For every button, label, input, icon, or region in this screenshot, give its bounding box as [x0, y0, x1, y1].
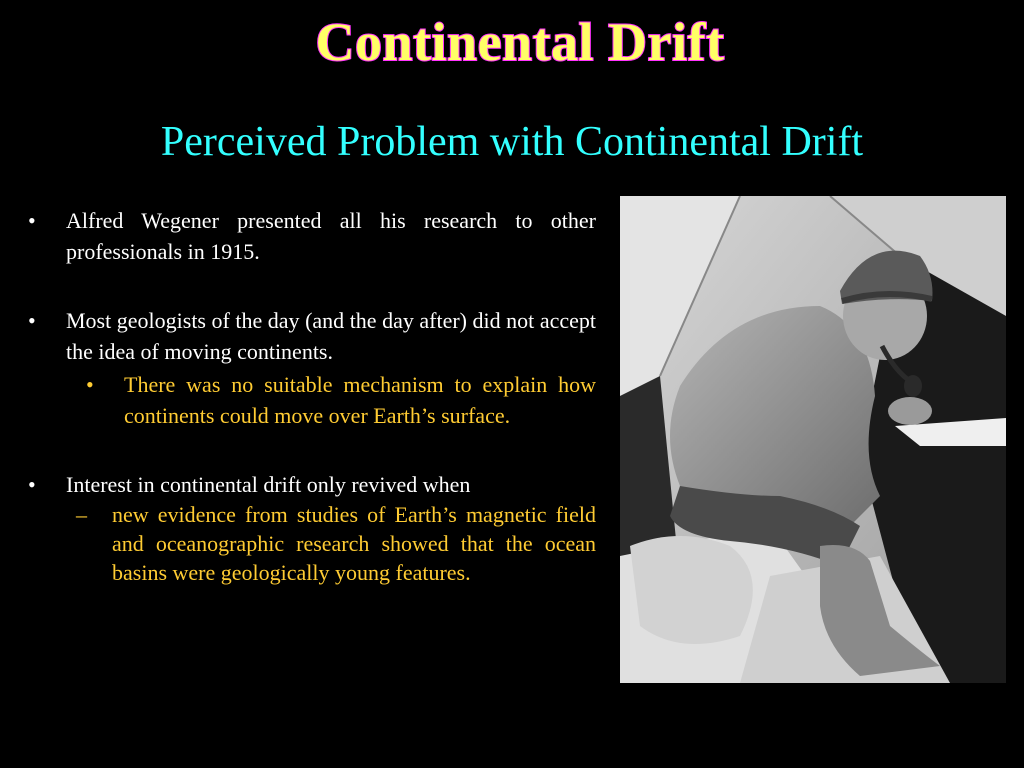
- bullet-mark: •: [28, 472, 36, 497]
- sub-bullet-item-2: [28, 500, 596, 587]
- bullet-text: Interest in continental drift only revived when: [66, 472, 471, 497]
- sub-bullet-item-1: [28, 369, 596, 431]
- wegener-photo: [620, 196, 1006, 683]
- bullet-mark: •: [28, 208, 36, 233]
- photo-illustration: [620, 196, 1006, 683]
- slide-subtitle: Perceived Problem with Continental Drift: [160, 119, 864, 165]
- bullet-mark: •: [28, 308, 36, 333]
- bullet-item-3: [28, 469, 596, 500]
- sub-bullet-mark: •: [86, 372, 94, 397]
- sub-bullet-text: new evidence from studies of Earth’s magnetic field and oceanographic research showed that the ocean basins were geologically young features.: [112, 502, 596, 585]
- bullet-item-1: [28, 205, 596, 267]
- bullet-text: Alfred Wegener presented all his research to other professionals in 1915.: [66, 208, 596, 264]
- bullet-list: [28, 205, 596, 587]
- bullet-text: Most geologists of the day (and the day after) did not accept the idea of moving continents.: [66, 308, 596, 364]
- slide-title: Continental Drift: [315, 12, 725, 72]
- dash-bullet-mark: –: [76, 502, 87, 527]
- bullet-item-2: [28, 305, 596, 367]
- sub-bullet-text: There was no suitable mechanism to explain how continents could move over Earth’s surface.: [124, 372, 596, 428]
